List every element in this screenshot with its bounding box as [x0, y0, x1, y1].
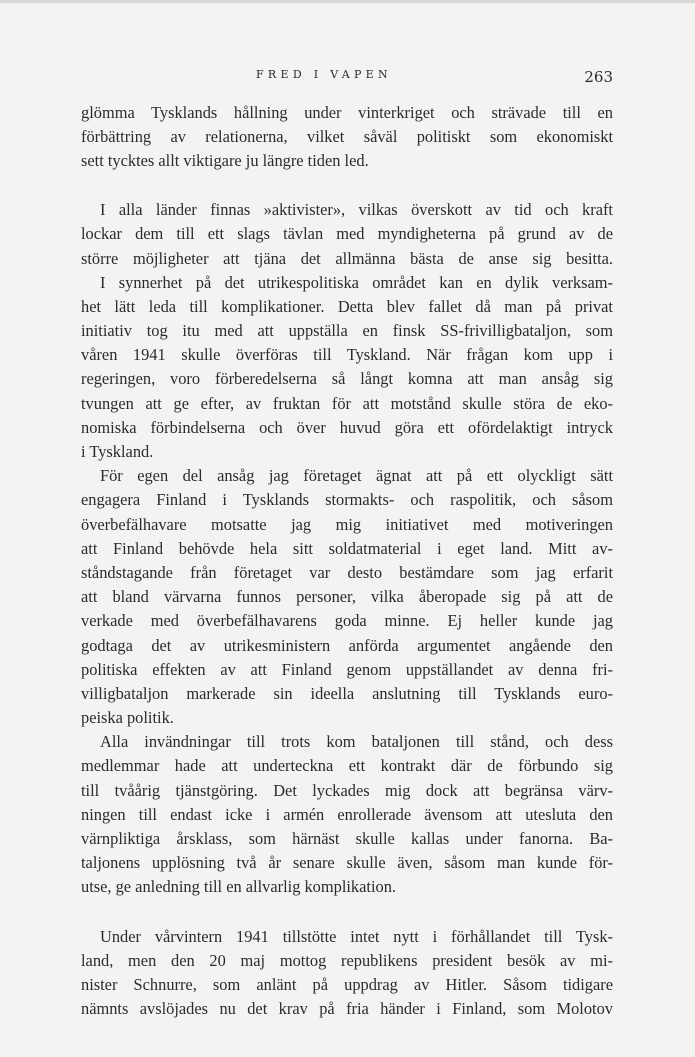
text-line: värnpliktiga årsklass, som härnäst skulle kallas under fanorna. Ba- — [81, 829, 613, 849]
paragraph — [81, 464, 613, 730]
text-line: i Tyskland. — [81, 442, 154, 462]
text-line: Under vårvintern 1941 tillstötte intet nytt i förhållandet till Tysk- — [100, 926, 613, 946]
text-line: För egen del ansåg jag företaget ägnat att på ett olyckligt sätt — [100, 466, 613, 486]
text-line: till tvåårig tjänstgöring. Det lyckades mig dock att begränsa värv- — [81, 780, 613, 800]
text-line: medlemmar hade att underteckna ett kontrakt där de förbundo sig — [81, 756, 613, 776]
section-spacer — [81, 900, 613, 925]
paragraph — [81, 925, 613, 1022]
body-text — [81, 101, 613, 1021]
text-line: ningen till endast icke i armén enrollerade ävensom att utesluta den — [81, 804, 613, 824]
text-line: politiska effekten av att Finland genom uppställandet av denna fri- — [81, 659, 613, 679]
text-line: större möjligheter att tjäna det allmänna bästa de anse sig besitta. — [81, 248, 613, 268]
paragraph — [81, 101, 613, 174]
text-line: godtaga det av utrikesministern anförda argumentet angående den — [81, 635, 613, 655]
text-line: taljonens upplösning två år senare skulle även, såsom man kunde för- — [81, 853, 613, 873]
text-line: överbefälhavare motsatte jag mig initiativet med motiveringen — [81, 514, 613, 534]
text-line: att bland värvarna funnos personer, vilka åberopade sig på att de — [81, 587, 613, 607]
text-line: het lätt leda till komplikationer. Detta blev fallet då man på privat — [81, 296, 613, 316]
section-spacer — [81, 174, 613, 199]
text-line: I synnerhet på det utrikespolitiska området kan en dylik verksam- — [100, 272, 613, 292]
running-title: FRED I VAPEN — [256, 68, 392, 81]
text-line: nomiska förbindelserna och över huvud göra ett ofördelaktigt intryck — [81, 417, 613, 437]
text-line: att Finland behövde hela sitt soldatmaterial i eget land. Mitt av- — [81, 538, 613, 558]
page-number: 263 — [584, 68, 613, 86]
text-line: Alla invändningar till trots kom bataljonen till stånd, och dess — [100, 732, 613, 752]
paragraph — [81, 730, 613, 899]
text-line: sett tycktes allt viktigare ju längre tiden led. — [81, 151, 369, 171]
page-top-edge — [0, 0, 695, 3]
running-header — [0, 68, 695, 88]
text-line: villigbataljon markerade sin ideella anslutning till Tysklands euro- — [81, 683, 613, 703]
text-line: förbättring av relationerna, vilket såväl politiskt som ekonomiskt — [81, 127, 613, 147]
text-line: engagera Finland i Tysklands stormakts- och raspolitik, och såsom — [81, 490, 613, 510]
text-line: peiska politik. — [81, 708, 174, 728]
text-line: initiativ tog itu med att uppställa en finsk SS-frivilligbataljon, som — [81, 321, 613, 341]
text-line: land, men den 20 maj mottog republikens president besök av mi- — [81, 950, 613, 970]
text-line: våren 1941 skulle överföras till Tyskland. När frågan kom upp i — [81, 345, 613, 365]
text-line: utse, ge anledning till en allvarlig komplikation. — [81, 877, 396, 897]
text-line: glömma Tysklands hållning under vinterkriget och strävade till en — [81, 103, 613, 122]
paragraph — [81, 198, 613, 464]
text-line: I alla länder finnas »aktivister», vilkas överskott av tid och kraft — [100, 200, 613, 220]
text-line: lockar dem till ett slags tävlan med myndigheterna på grund av de — [81, 224, 613, 244]
text-line: tvungen att ge efter, av fruktan för att motstånd skulle störa de eko- — [81, 393, 613, 413]
text-line: regeringen, voro förberedelserna så långt komna att man ansåg sig — [81, 369, 613, 389]
text-line: ståndstagande från företaget var desto bestämdare som jag erfarit — [81, 562, 613, 582]
text-line: nämnts avslöjades nu det krav på fria händer i Finland, som Molotov — [81, 999, 613, 1019]
text-line: verkade med överbefälhavarens goda minne. Ej heller kunde jag — [81, 611, 613, 631]
text-line: nister Schnurre, som anlänt på uppdrag av Hitler. Såsom tidigare — [81, 974, 613, 994]
